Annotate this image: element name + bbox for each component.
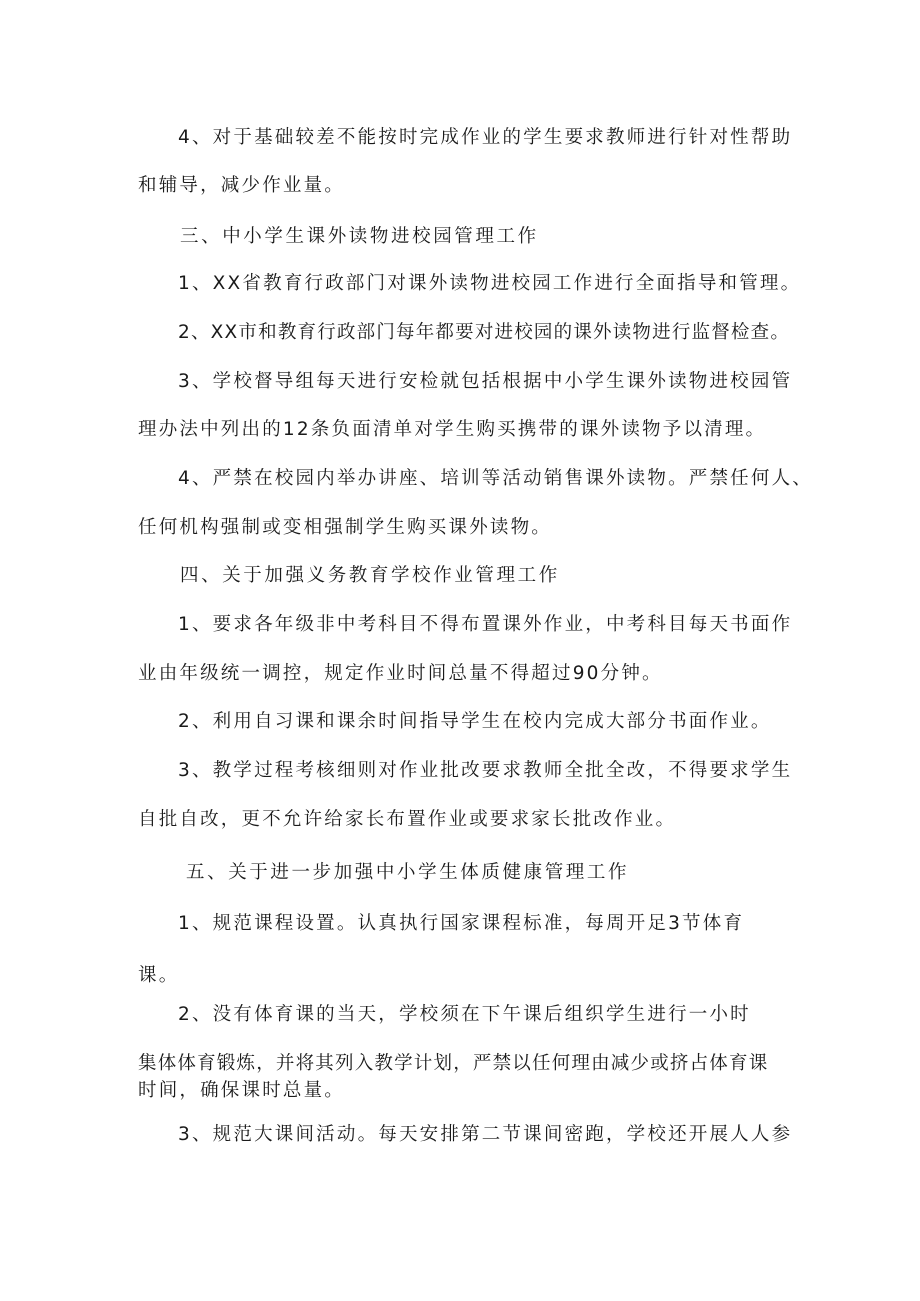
paragraph-line: 业由年级统一调控，规定作业时间总量不得超过90分钟。 xyxy=(138,663,663,684)
paragraph-line: 课。 xyxy=(138,965,180,986)
section-heading-4: 四、关于加强义务教育学校作业管理工作 xyxy=(180,565,560,586)
paragraph-line: 3、规范大课间活动。每天安排第二节课间密跑，学校还开展人人参 xyxy=(178,1124,793,1145)
paragraph-line: 2、没有体育课的当天，学校须在下午课后组织学生进行一小时 xyxy=(178,1004,751,1025)
section-heading-3: 三、中小学生课外读物进校园管理工作 xyxy=(180,226,539,247)
paragraph-line: 时间，确保课时总量。 xyxy=(138,1080,346,1101)
paragraph-line: 3、教学过程考核细则对作业批改要求教师全批全改，不得要求学生 xyxy=(178,760,793,781)
paragraph-line: 自批自改，更不允许给家长布置作业或要求家长批改作业。 xyxy=(138,809,677,830)
paragraph-line: 3、学校督导组每天进行安检就包括根据中小学生课外读物进校园管 xyxy=(178,371,793,392)
paragraph-line: 理办法中列出的12条负面清单对学生购买携带的课外读物予以清理。 xyxy=(138,419,767,440)
paragraph-line: 1、规范课程设置。认真执行国家课程标准，每周开足3节体育 xyxy=(178,913,745,934)
paragraph-line: 1、XX省教育行政部门对课外读物进校园工作进行全面指导和管理。 xyxy=(178,273,802,294)
paragraph-line: 2、利用自习课和课余时间指导学生在校内完成大部分书面作业。 xyxy=(178,711,772,732)
paragraph-line: 4、严禁在校园内举办讲座、培训等活动销售课外读物。严禁任何人、 xyxy=(178,468,813,489)
paragraph-line: 集体体育锻炼，并将其列入教学计划，严禁以任何理由减少或挤占体育课 xyxy=(138,1053,769,1074)
paragraph-line: 和辅导，减少作业量。 xyxy=(138,175,346,196)
paragraph-line: 1、要求各年级非中考科目不得布置课外作业，中考科目每天书面作 xyxy=(178,614,793,635)
paragraph-line: 4、对于基础较差不能按时完成作业的学生要求教师进行针对性帮助 xyxy=(178,127,793,148)
section-heading-5: 五、关于进一步加强中小学生体质健康管理工作 xyxy=(186,862,630,883)
paragraph-line: 2、XX市和教育行政部门每年都要对进校园的课外读物进行监督检查。 xyxy=(178,322,791,343)
paragraph-line: 任何机构强制或变相强制学生购买课外读物。 xyxy=(138,517,553,538)
